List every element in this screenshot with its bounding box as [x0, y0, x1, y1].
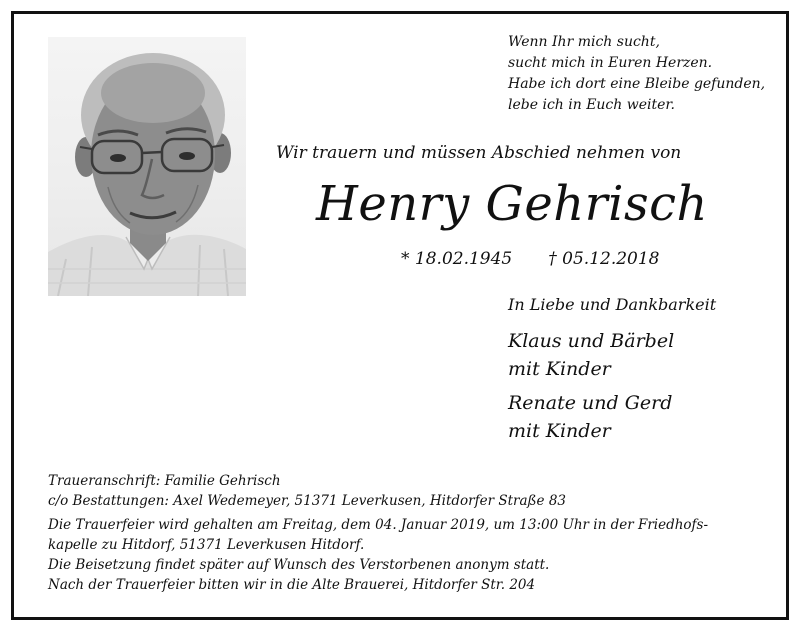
mourner-line: mit Kinder	[508, 358, 611, 380]
poem-line: sucht mich in Euren Herzen.	[508, 55, 713, 71]
poem	[508, 32, 778, 116]
ceremony-info	[48, 515, 778, 595]
info-line: Die Trauerfeier wird gehalten am Freitag, dem 04. Januar 2019, um 13:00 Uhr in der Friedhofs-	[48, 517, 709, 533]
poem-line: Habe ich dort eine Bleibe gefunden,	[508, 76, 766, 92]
mourner-line: mit Kinder	[508, 420, 611, 442]
address-line: Traueranschrift: Familie Gehrisch	[48, 473, 281, 489]
footer-details	[48, 471, 778, 599]
life-dates	[401, 249, 721, 269]
info-line: kapelle zu Hitdorf, 51371 Leverkusen Hitdorf.	[48, 537, 365, 553]
mourners-intro: In Liebe und Dankbarkeit	[508, 295, 717, 314]
poem-line: lebe ich in Euch weiter.	[508, 97, 675, 113]
mourner-group	[508, 327, 778, 383]
mourning-intro: Wir trauern und müssen Abschied nehmen von	[276, 143, 682, 163]
portrait-illustration	[48, 37, 246, 296]
birth-date: * 18.02.1945	[401, 249, 513, 269]
deceased-name: Henry Gehrisch	[316, 176, 708, 232]
mourner-line: Klaus und Bärbel	[508, 330, 675, 352]
mourner-group	[508, 389, 778, 445]
obituary-frame	[11, 11, 789, 620]
poem-line: Wenn Ihr mich sucht,	[508, 34, 660, 50]
death-date: † 05.12.2018	[548, 249, 660, 269]
portrait-photo	[48, 37, 246, 296]
info-line: Die Beisetzung findet später auf Wunsch des Verstorbenen anonym statt.	[48, 557, 550, 573]
mourning-address	[48, 471, 778, 511]
mourner-line: Renate und Gerd	[508, 392, 673, 414]
info-line: Nach der Trauerfeier bitten wir in die Alte Brauerei, Hitdorfer Str. 204	[48, 577, 536, 593]
address-line: c/o Bestattungen: Axel Wedemeyer, 51371 Leverkusen, Hitdorfer Straße 83	[48, 493, 567, 509]
mourners-list	[508, 327, 778, 451]
